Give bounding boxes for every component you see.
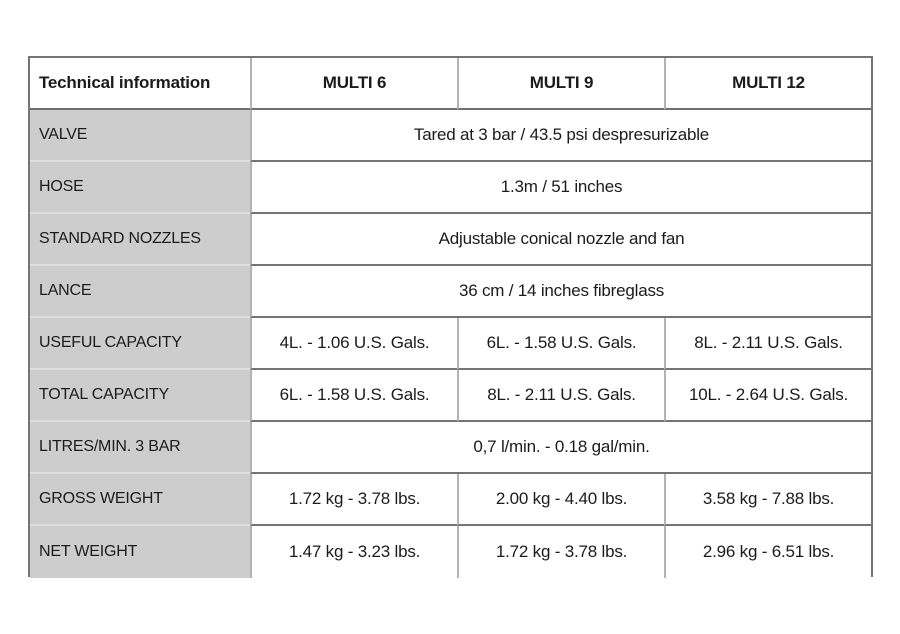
value-total-capacity-multi-6: 6L. - 1.58 U.S. Gals. — [250, 370, 457, 422]
row-label-standard-nozzles: STANDARD NOZZLES — [30, 214, 250, 266]
row-label-hose: HOSE — [30, 162, 250, 214]
row-label-useful-capacity: USEFUL CAPACITY — [30, 318, 250, 370]
value-useful-capacity-multi-9: 6L. - 1.58 U.S. Gals. — [457, 318, 664, 370]
row-label-valve: VALVE — [30, 110, 250, 162]
table-row-litres-min — [30, 422, 871, 474]
value-useful-capacity-multi-6: 4L. - 1.06 U.S. Gals. — [250, 318, 457, 370]
table-row-total-capacity — [30, 370, 871, 422]
row-label-gross-weight: GROSS WEIGHT — [30, 474, 250, 526]
row-label-litres-min: LITRES/MIN. 3 BAR — [30, 422, 250, 474]
value-gross-weight-multi-6: 1.72 kg - 3.78 lbs. — [250, 474, 457, 526]
table-row-gross-weight — [30, 474, 871, 526]
value-hose: 1.3m / 51 inches — [250, 162, 871, 214]
table-row-lance — [30, 266, 871, 318]
column-header-multi-6: MULTI 6 — [250, 58, 457, 110]
row-label-net-weight: NET WEIGHT — [30, 526, 250, 578]
table-row-valve — [30, 110, 871, 162]
row-label-total-capacity: TOTAL CAPACITY — [30, 370, 250, 422]
technical-information-table — [28, 56, 873, 577]
row-label-lance: LANCE — [30, 266, 250, 318]
value-valve: Tared at 3 bar / 43.5 psi despresurizable — [250, 110, 871, 162]
column-header-multi-9: MULTI 9 — [457, 58, 664, 110]
value-gross-weight-multi-9: 2.00 kg - 4.40 lbs. — [457, 474, 664, 526]
value-standard-nozzles: Adjustable conical nozzle and fan — [250, 214, 871, 266]
header-row — [30, 58, 871, 110]
table-title: Technical information — [30, 58, 250, 110]
table-row-standard-nozzles — [30, 214, 871, 266]
value-net-weight-multi-9: 1.72 kg - 3.78 lbs. — [457, 526, 664, 578]
value-useful-capacity-multi-12: 8L. - 2.11 U.S. Gals. — [664, 318, 871, 370]
value-litres-min: 0,7 l/min. - 0.18 gal/min. — [250, 422, 871, 474]
spec-table — [30, 58, 871, 578]
value-gross-weight-multi-12: 3.58 kg - 7.88 lbs. — [664, 474, 871, 526]
column-header-multi-12: MULTI 12 — [664, 58, 871, 110]
value-net-weight-multi-12: 2.96 kg - 6.51 lbs. — [664, 526, 871, 578]
table-row-useful-capacity — [30, 318, 871, 370]
value-net-weight-multi-6: 1.47 kg - 3.23 lbs. — [250, 526, 457, 578]
value-lance: 36 cm / 14 inches fibreglass — [250, 266, 871, 318]
value-total-capacity-multi-12: 10L. - 2.64 U.S. Gals. — [664, 370, 871, 422]
value-total-capacity-multi-9: 8L. - 2.11 U.S. Gals. — [457, 370, 664, 422]
table-row-net-weight — [30, 526, 871, 578]
table-row-hose — [30, 162, 871, 214]
